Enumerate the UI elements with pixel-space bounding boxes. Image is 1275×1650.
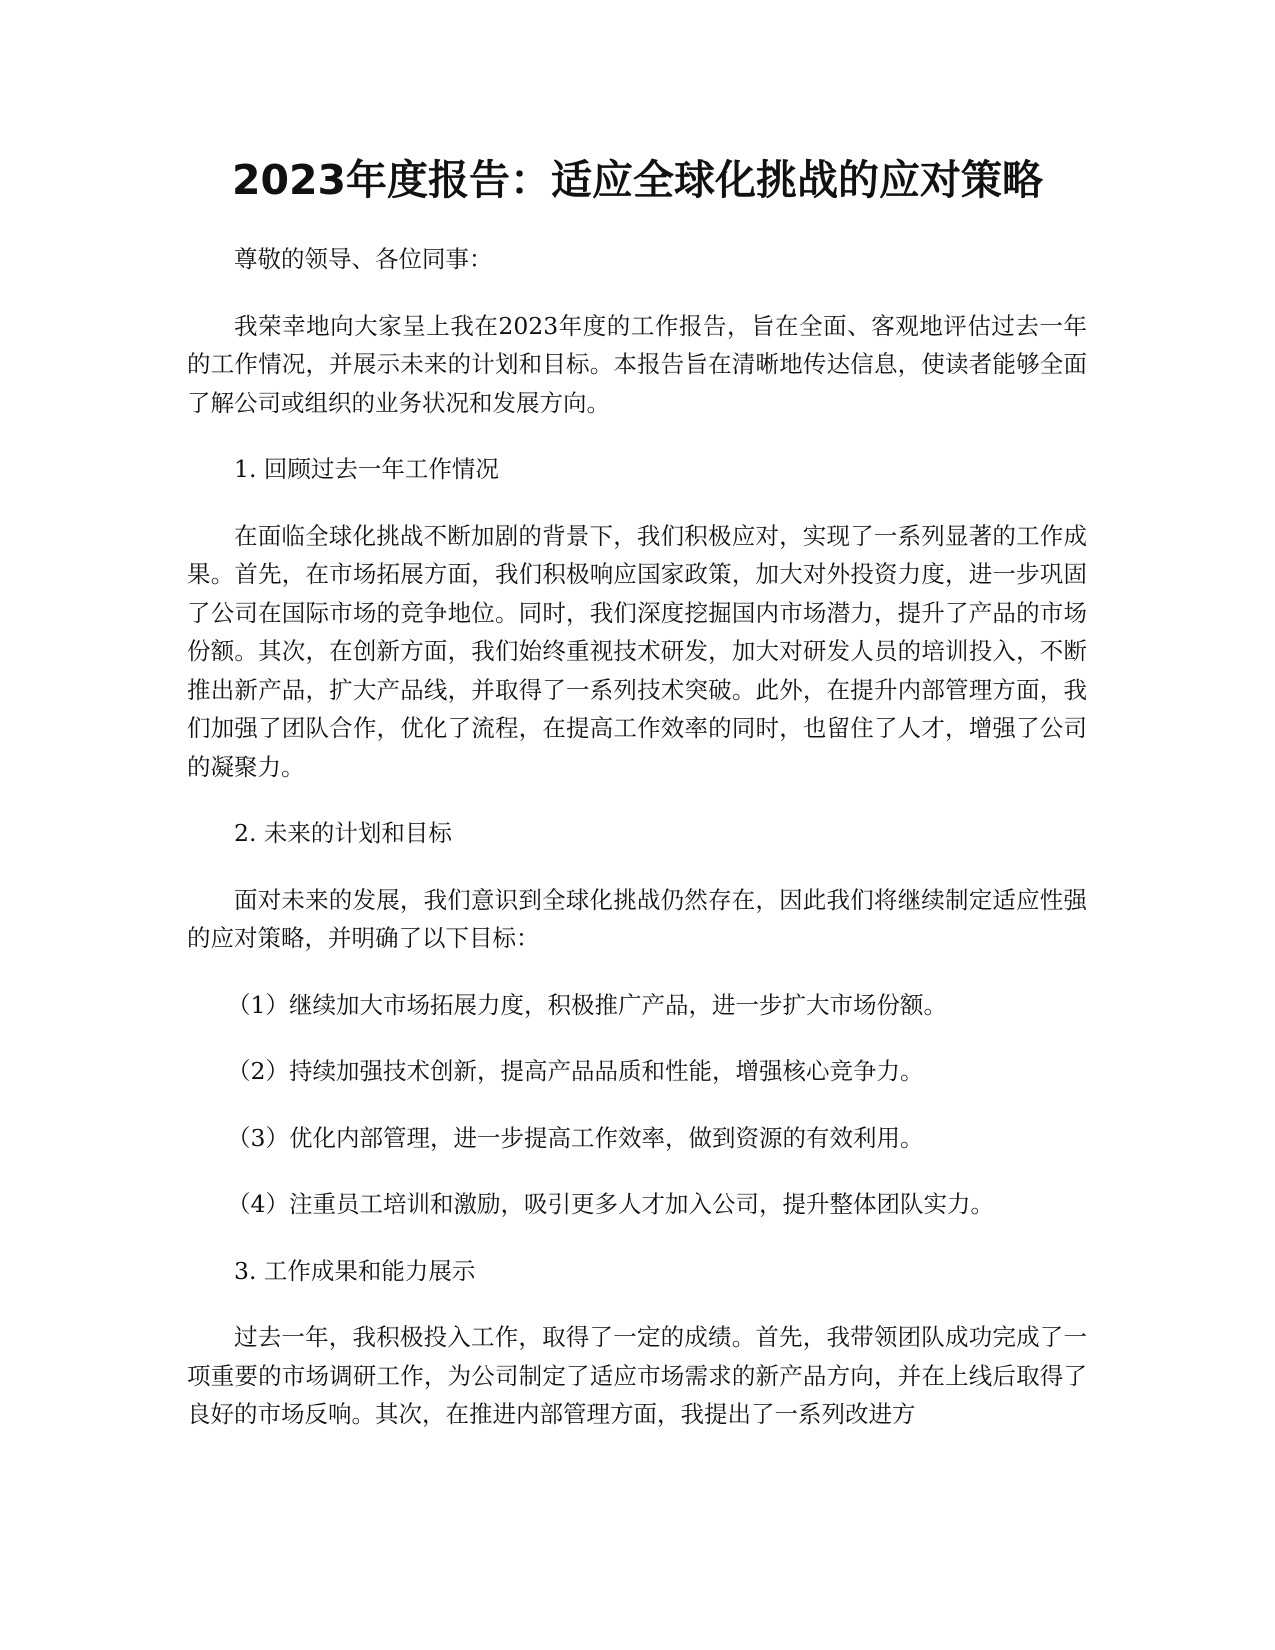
document-title: 2023年度报告：适应全球化挑战的应对策略 [231,156,1044,204]
section-1-heading: 1. 回顾过去一年工作情况 [234,455,499,483]
section-2-body: 面对未来的发展，我们意识到全球化挑战仍然存在，因此我们将继续制定适应性强的应对策略，并明确了以下目标： [187,885,1087,952]
goal-item-2: （2）持续加强技术创新，提高产品品质和性能，增强核心竞争力。 [227,1057,924,1085]
section-1-body: 在面临全球化挑战不断加剧的背景下，我们积极应对，实现了一系列显著的工作成果。首先，在市场拓展方面，我们积极响应国家政策，加大对外投资力度，进一步巩固了公司在国际市场的竞争地位。同时，我们深度挖掘国内市场潜力，提升了产品的市场份额。其次，在创新方面，我们始终重视技术研发，加大对研发人员的培训投入，不断推出新产品，扩大产品线，并取得了一系列技术突破。此外，在提升内部管理方面，我们加强了团队合作，优化了流程，在提高工作效率的同时，也留住了人才，增强了公司的凝聚力。 [187,521,1087,781]
document-body [187,240,1087,1462]
section-3-heading: 3. 工作成果和能力展示 [234,1256,476,1285]
goal-item-1: （1）继续加大市场拓展力度，积极推广产品，进一步扩大市场份额。 [227,990,947,1019]
goal-item-3: （3）优化内部管理，进一步提高工作效率，做到资源的有效利用。 [227,1123,924,1152]
greeting: 尊敬的领导、各位同事： [234,245,493,273]
section-3-body: 过去一年，我积极投入工作，取得了一定的成绩。首先，我带领团队成功完成了一项重要的市场调研工作，为公司制定了适应市场需求的新产品方向，并在上线后取得了良好的市场反响。其次，在推进内部管理方面，我提出了一系列改进方 [187,1323,1087,1428]
goal-item-4: （4）注重员工培训和激励，吸引更多人才加入公司，提升整体团队实力。 [227,1190,994,1218]
section-2-heading: 2. 未来的计划和目标 [234,819,452,847]
intro-paragraph: 我荣幸地向大家呈上我在2023年度的工作报告，旨在全面、客观地评估过去一年的工作情况，并展示未来的计划和目标。本报告旨在清晰地传达信息，使读者能够全面了解公司或组织的业务状况和发展方向。 [187,311,1087,417]
